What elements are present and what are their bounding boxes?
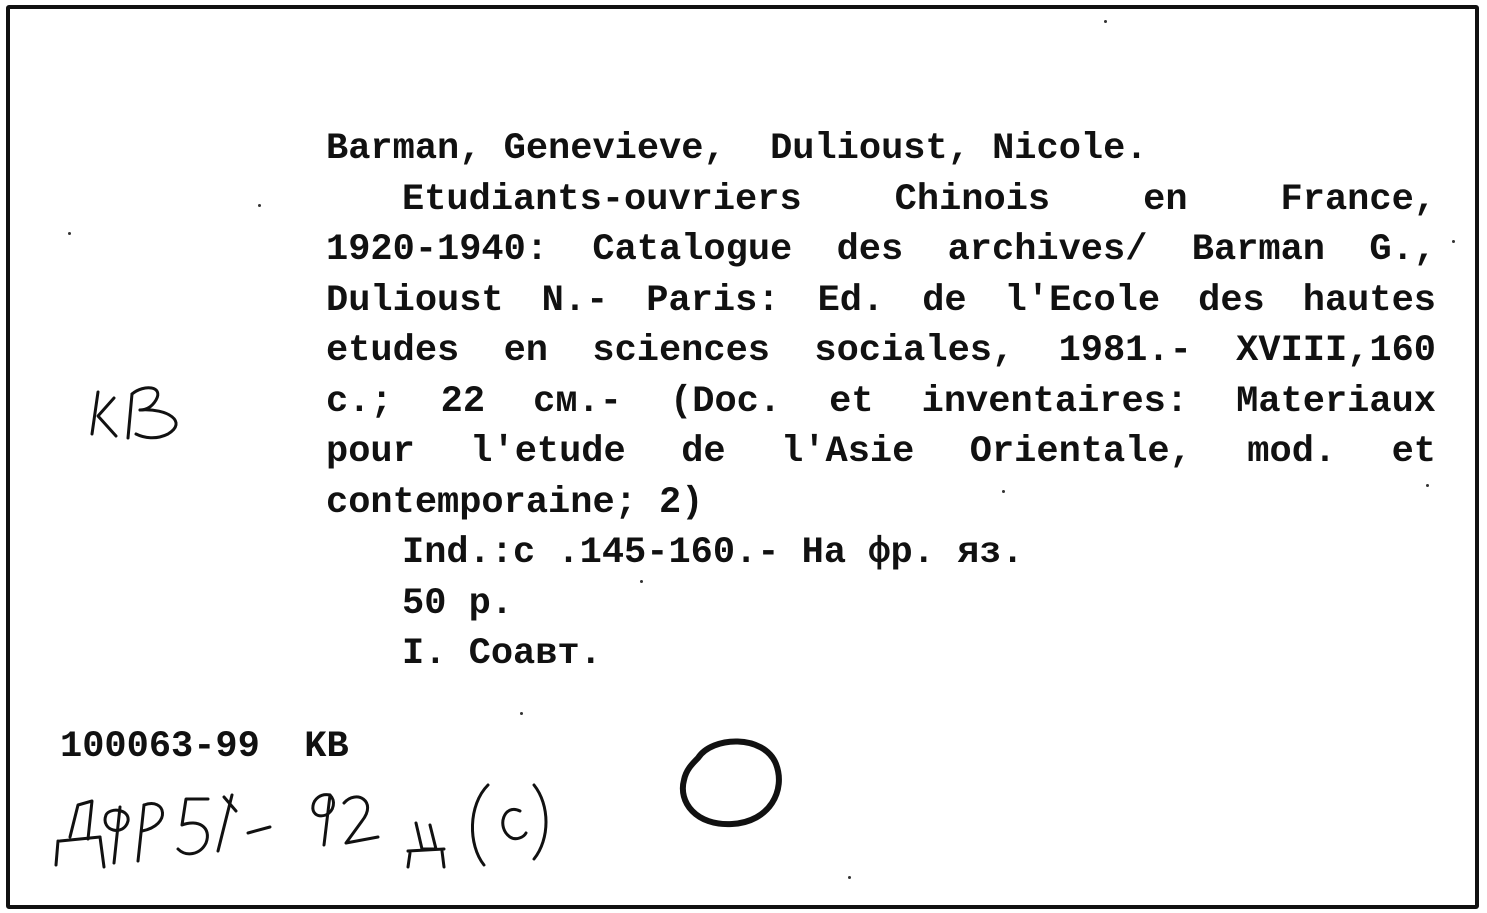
entry-line-index-note: Ind.:c .145-160.- На фр. яз. (402, 532, 1024, 574)
entry-line-subtitle: 1920-1940: Catalogue des archives/ Barman G., (326, 229, 1436, 271)
entry-line-title: Etudiants-ouvriers Chinois en France, (402, 178, 1436, 221)
scan-speck (640, 580, 643, 583)
scan-speck (1426, 484, 1429, 487)
entry-line-series-cont: pour l'etude de l'Asie Orientale, mod. et (326, 431, 1436, 473)
entry-line-price: 50 р. (402, 582, 514, 625)
entry-line-publisher: Dulioust N.- Paris: Ed. de l'Ecole des hautes (326, 279, 1436, 322)
entry-line-publisher-cont: etudes en sciences sociales, 1981.- XVIII,160 (326, 330, 1436, 372)
scan-speck (848, 876, 851, 879)
entry-line-coauthor: I. Соавт. (402, 633, 602, 675)
entry-line-series-end: contemporaine; 2) (326, 481, 704, 524)
scan-speck (68, 232, 71, 235)
scan-speck (1002, 490, 1005, 493)
entry-line-author: Barman, Genevieve, Dulioust, Nicole. (326, 128, 1148, 170)
scan-speck (1104, 20, 1107, 23)
scan-speck (258, 204, 261, 207)
handwritten-kb-mark (84, 378, 194, 448)
scan-speck (1452, 240, 1455, 243)
bibliographic-entry (326, 124, 1436, 680)
handwritten-circle-mark (672, 730, 790, 834)
entry-line-series: с.; 22 см.- (Doc. et inventaires: Materiaux (326, 380, 1436, 423)
handwritten-shelfmark (48, 775, 558, 885)
scan-speck (520, 712, 523, 715)
accession-number: 100063-99 KB (60, 726, 349, 768)
